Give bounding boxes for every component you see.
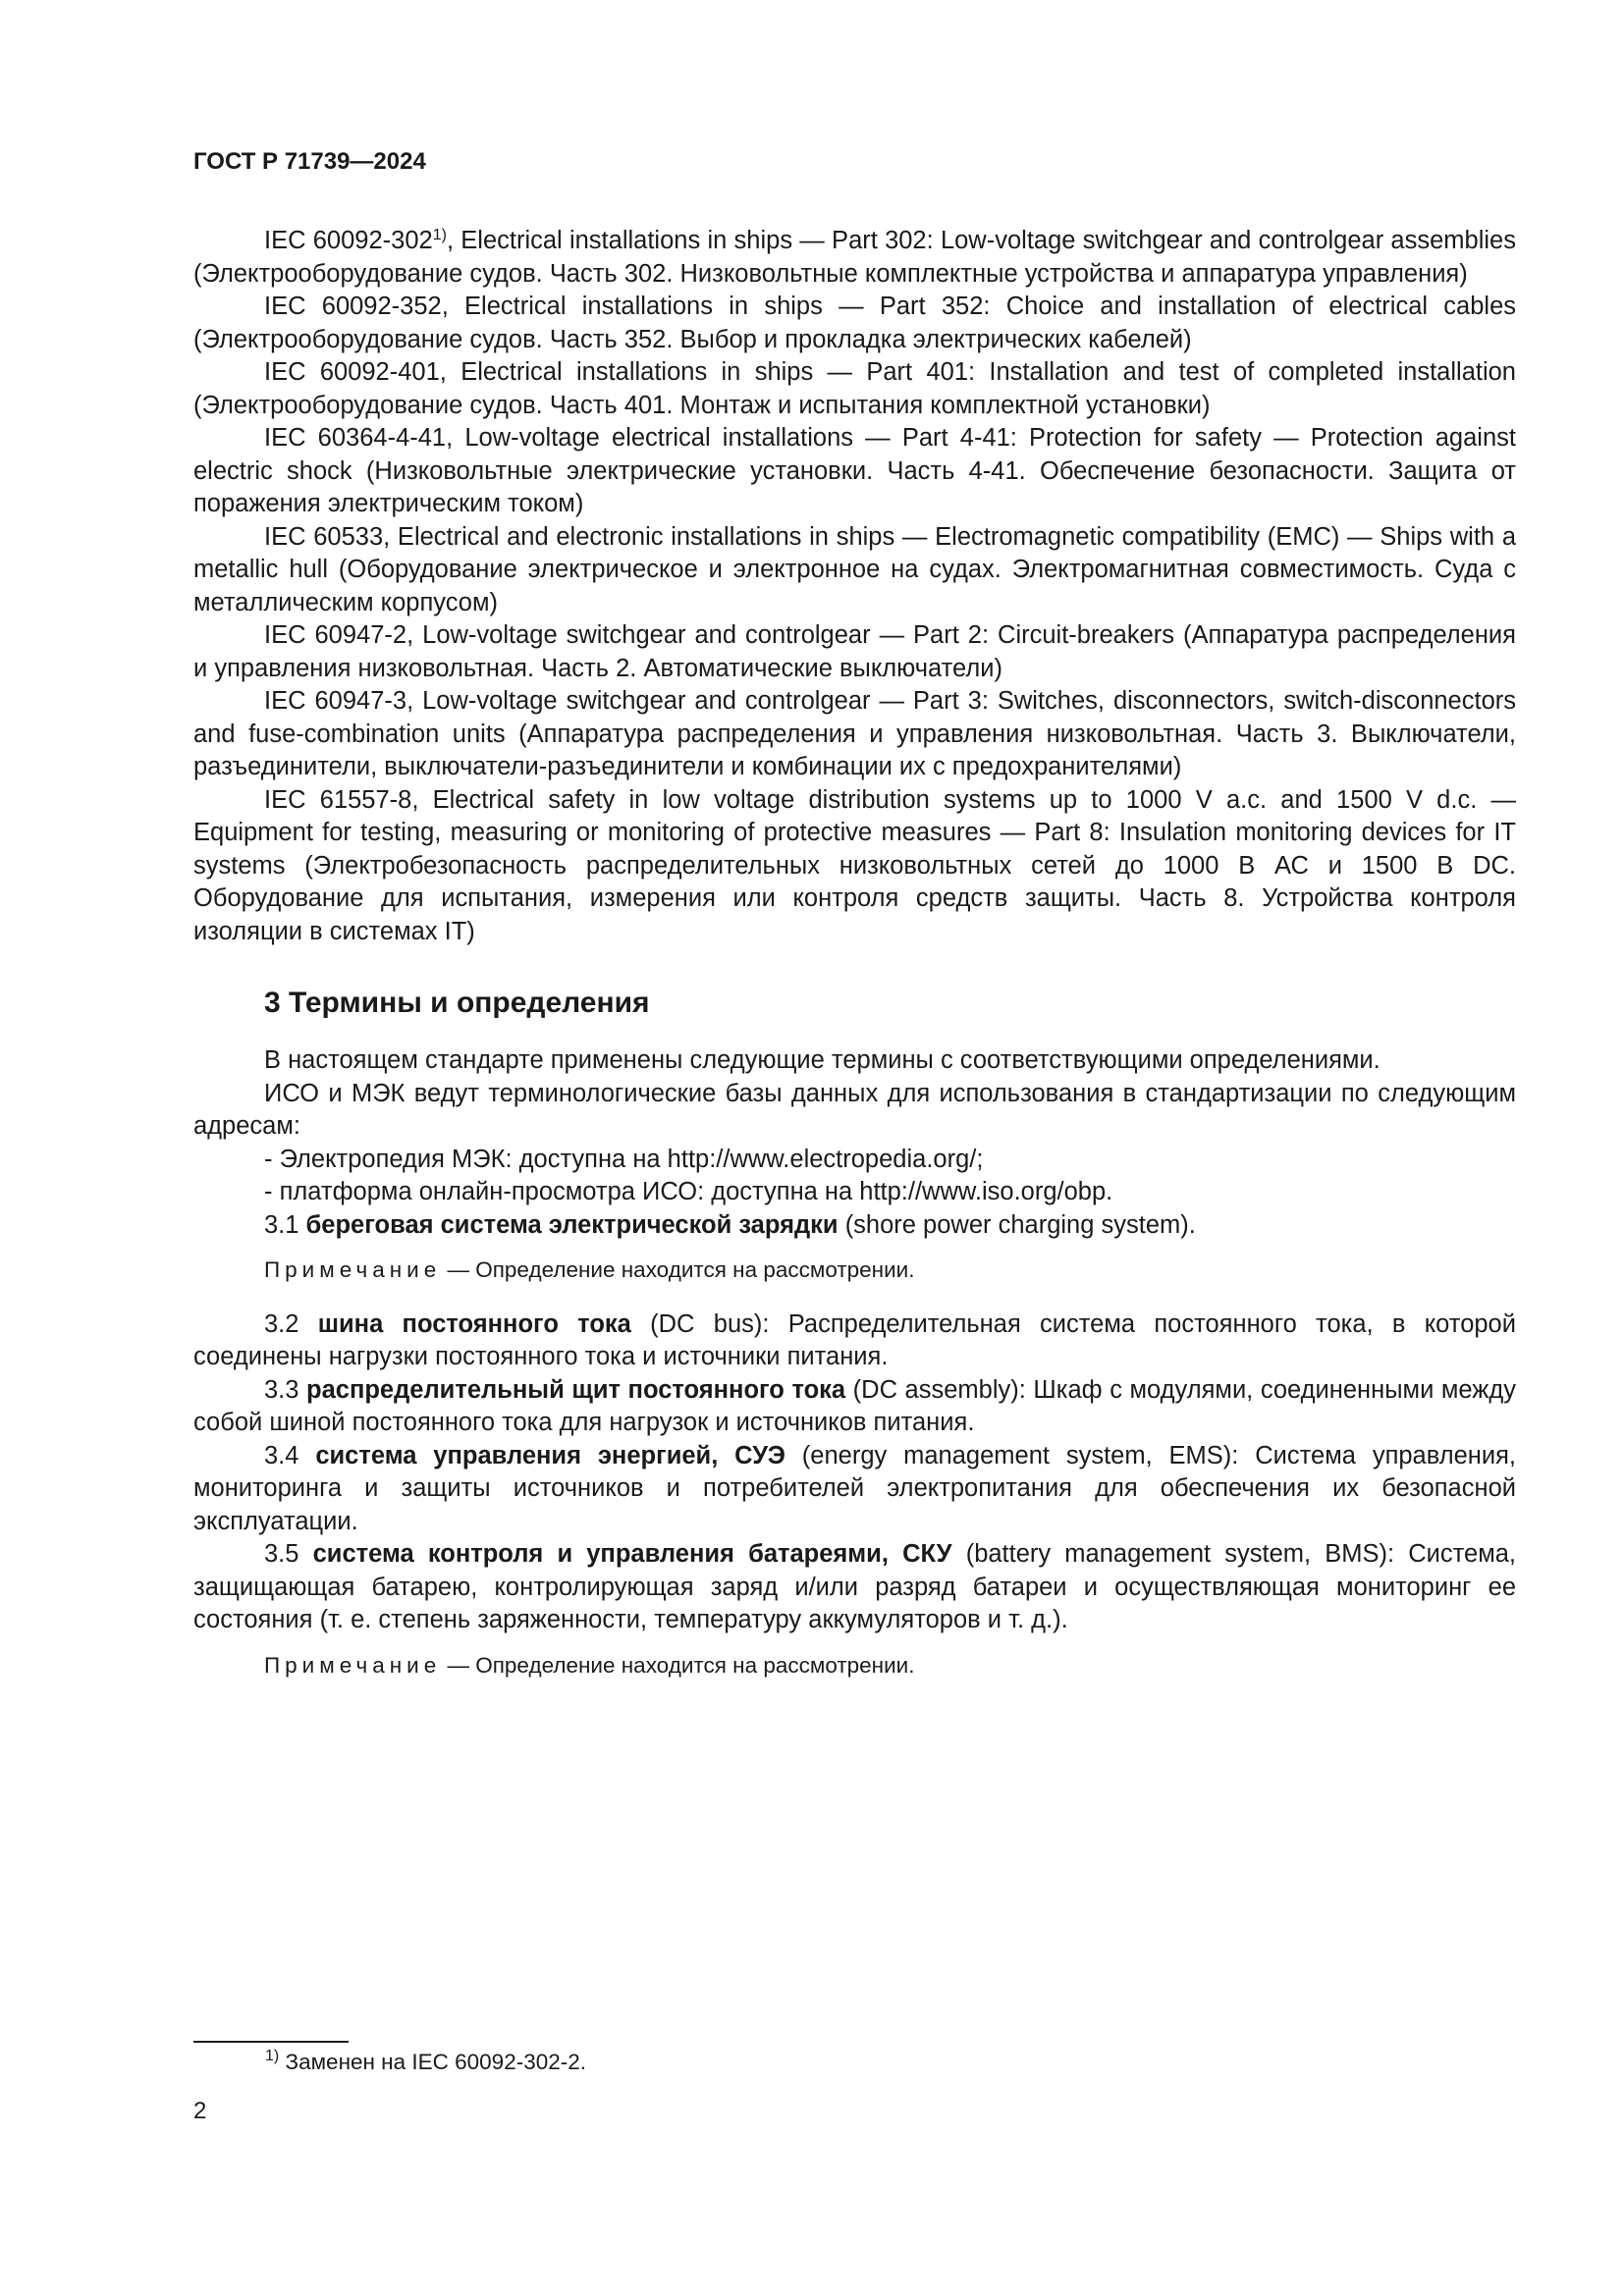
reference-code: IEC 60533: [264, 522, 384, 551]
list-item: - Электропедия МЭК: доступна на http://www.electropedia.org/;: [264, 1145, 984, 1173]
reference-item: IEC 60947-2, Low-voltage switchgear and controlgear — Part 2: Circuit-breakers (Аппаратура распределения и управления низковольтная. Часть 2. Автоматические выключатели): [193, 621, 1516, 682]
term-3-4: 3.4 система управления энергией, СУЭ (energy management system, EMS): Система управления, мониторинга и защиты источников и потребителей электропитания для обеспечения их безопасной эксплуатации.: [193, 1441, 1516, 1535]
term-name: береговая система электрической зарядки: [305, 1210, 839, 1239]
reference-code: IEC 60364-4-41: [264, 424, 447, 452]
section-intro: В настоящем стандарте применены следующие термины с соответствующими определениями.: [264, 1046, 1380, 1074]
reference-item: IEC 60947-3, Low-voltage switchgear and controlgear — Part 3: Switches, disconnectors, switch-disconnectors and fuse-combination units (Аппаратура распределения и управления низковольтная. Часть 3. Выключатели, разъединители, выключатели-разъединители и комбинации их с предохранителями): [193, 687, 1516, 780]
reference-code: IEC 60092-352: [264, 293, 442, 320]
section-heading: 3 Термины и определения: [264, 987, 650, 1019]
reference-item: IEC 61557-8, Electrical safety in low voltage distribution systems up to 1000 V a.c. and 1500 V d.c. — Equipment for testing, measuring or monitoring of protective measures — Part 8: Insulation monitoring devices for IT systems (Электробезопасность распределительных низковольтных сетей до 1000 В АС и 1500 В DC. Оборудование для испытания, измерения или контроля средств защиты. Часть 8. Устройства контроля изоляции в системах IT): [193, 785, 1516, 945]
footnote-mark: 1): [265, 2048, 280, 2064]
reference-item: IEC 60092-352, Electrical installations in ships — Part 352: Choice and installation of electrical cables (Электрооборудование судов. Часть 352. Выбор и прокладка электрических кабелей): [193, 293, 1517, 353]
reference-code: IEC 60092-401: [264, 358, 440, 386]
reference-item: IEC 60092-302$^{1)}$, Electrical installations in ships — Part 302: Low-voltage switchgear and controlgear assemblies (Электрооборудование судов. Часть 302. Низковольтные комплектные устройства и аппаратура управления): [193, 227, 1516, 288]
reference-code: IEC 60092-302: [264, 227, 433, 254]
footnote-ref[interactable]: 1): [432, 227, 447, 243]
reference-code: IEC 60947-2: [264, 621, 407, 649]
term-3-1: 3.1 береговая система электрической зарядки (shore power charging system).: [264, 1210, 1196, 1239]
page-content: [193, 225, 1516, 1703]
term-3-3: 3.3 распределительный щит постоянного тока (DC assembly): Шкаф с модулями, соединенными между собой шиной постоянного тока для нагрузок и источников питания.: [193, 1375, 1516, 1436]
footnote: $^{1)}$ Заменен на IEC 60092-302-2.: [265, 2048, 586, 2074]
note: Примечание — Определение находится на рассмотрении.: [264, 1652, 915, 1678]
term-name: система управления энергией, СУЭ: [315, 1441, 785, 1469]
note-label: Примечание: [264, 1652, 442, 1678]
section-intro: ИСО и МЭК ведут терминологические базы данных для использования в стандартизации по следующим адресам:: [193, 1079, 1516, 1140]
reference-item: IEC 60092-401, Electrical installations in ships — Part 401: Installation and test of completed installation (Электрооборудование судов. Часть 401. Монтаж и испытания комплектной установки): [193, 358, 1516, 419]
reference-code: IEC 60947-3: [264, 687, 407, 715]
document-header: ГОСТ Р 71739—2024: [193, 148, 426, 175]
term-3-5: 3.5 система контроля и управления батареями, СКУ (battery management system, BMS): Система, защищающая батарею, контролирующая заряд и/или разряд батареи и осуществляющая мониторинг ее состояния (т. е. степень заряженности, температуру аккумуляторов и т. д.).: [193, 1540, 1516, 1633]
page-number: 2: [193, 2098, 207, 2124]
term-name: система контроля и управления батареями, СКУ: [312, 1540, 952, 1568]
note: Примечание — Определение находится на рассмотрении.: [264, 1257, 915, 1282]
term-name: распределительный щит постоянного тока: [306, 1375, 846, 1404]
list-item: - платформа онлайн-просмотра ИСО: доступна на http://www.iso.org/obp.: [264, 1178, 1113, 1205]
note-label: Примечание: [264, 1257, 442, 1282]
term-3-2: 3.2 шина постоянного тока (DC bus): Распределительная система постоянного тока, в которой соединены нагрузки постоянного тока и источники питания.: [193, 1309, 1516, 1370]
term-name: шина постоянного тока: [317, 1309, 631, 1338]
reference-code: IEC 61557-8: [264, 785, 412, 814]
references-list: [193, 225, 1516, 948]
reference-item: IEC 60533, Electrical and electronic installations in ships — Electromagnetic compatibility (EMC) — Ships with a metallic hull (Оборудование электрическое и электронное на судах. Электромагнитная совместимость. Суда с металлическим корпусом): [193, 522, 1516, 616]
reference-item: IEC 60364-4-41, Low-voltage electrical installations — Part 4-41: Protection for safety — Protection against electric shock (Низковольтные электрические установки. Часть 4-41. Обеспечение безопасности. Защита от поражения электрическим током): [193, 424, 1516, 517]
footnote-divider: [193, 2041, 349, 2043]
